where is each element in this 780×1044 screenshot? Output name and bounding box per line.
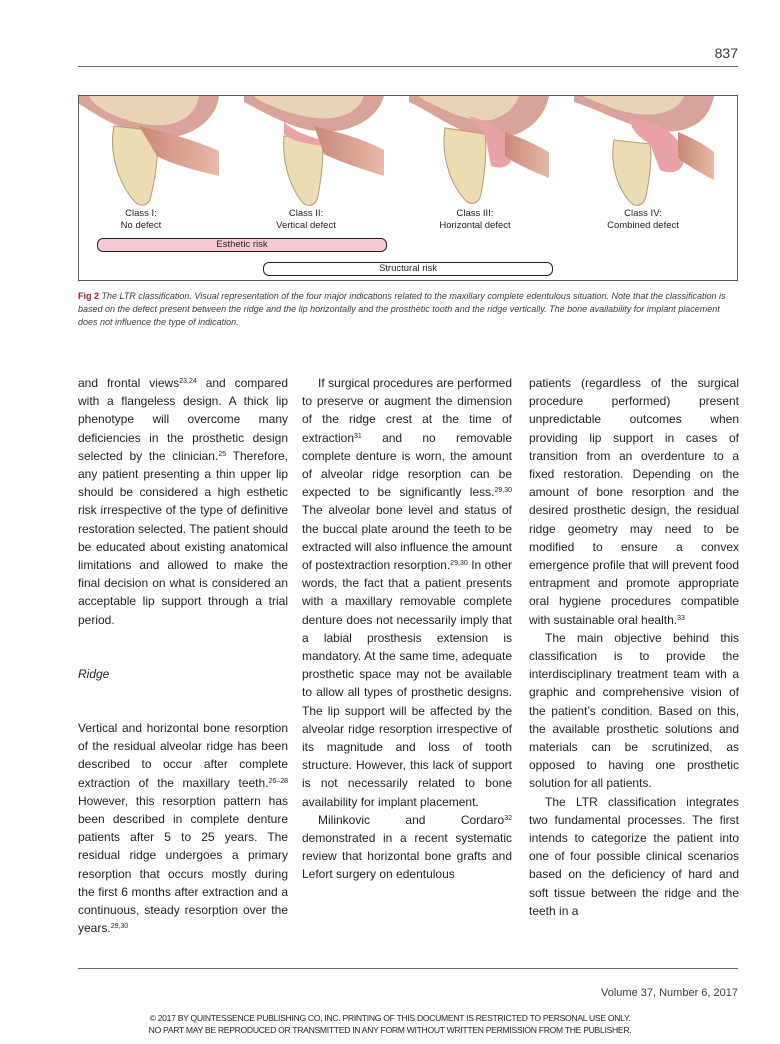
text-column-2 — [302, 374, 512, 884]
citation: 25 — [218, 450, 227, 458]
citation: 23,24 — [179, 378, 197, 385]
header-rule — [78, 66, 738, 67]
col2-paragraph-2 — [302, 811, 512, 884]
figure-caption-text: The LTR classification. Visual representation of the four major indications related to the maxillary complete edentulous situation. Note that the classification is based on the defect present between the ridge and the lip horizontally and the prosthetic tooth and the ridge vertically. The bone availability for implant placement does not influence the type of indication. — [78, 291, 726, 327]
class-2-name: Class II: — [288, 208, 324, 219]
col3-paragraph-1 — [529, 374, 739, 629]
text-run: Therefore, any patient presenting a thin upper lip should be considered a high esthetic risk irrespective of the type of definitive restoration selected. The patient should be educated about existing anatomical limitations and allowed to make the final decision on what is considered an acceptable lip support through a trial period. — [78, 448, 288, 627]
class-4-desc: Combined defect — [607, 220, 679, 231]
text-run: demonstrated in a recent systematic review that horizontal bone grafts and Lefort surgery on edentulous — [302, 831, 512, 882]
citation: 26–28 — [268, 777, 288, 785]
citation: 29,30 — [450, 560, 468, 568]
panel-class-1 — [79, 96, 219, 205]
class-1-name: Class I: — [125, 208, 157, 219]
text-run: In other words, the fact that a patient presents with a maxillary removable complete denture does not necessarily imply that a labial prosthesis extension is mandatory. At the same time, adequate prosthetic space may not be available to allow all types of prosthetic designs. The lip support will be affected by the alveolar ridge resorption irrespective of its magnitude and loss of tooth structure. However, this lack of support is not necessarily related to bone availability for implant placement. — [302, 558, 513, 809]
panel-class-2 — [244, 96, 384, 205]
structural-risk-bar: Structural risk — [263, 262, 553, 276]
citation: 29,30 — [494, 487, 512, 495]
citation: 31 — [354, 432, 362, 440]
col3-paragraph-3: The LTR classification integrates two fundamental processes. The first intends to categorize the patient into one of four possible clinical scenarios based on the deficiency of hard and soft tissue between the ridge and the teeth in a — [529, 794, 739, 918]
text-column-3 — [529, 374, 739, 920]
col1-paragraph-2 — [78, 719, 288, 937]
class-3-label — [395, 208, 555, 232]
copyright-notice — [0, 1012, 780, 1036]
class-2-desc: Vertical defect — [276, 220, 336, 231]
page-number: 837 — [714, 45, 738, 61]
class-1-desc: No defect — [120, 220, 162, 231]
text-run: and frontal views — [78, 376, 180, 390]
citation: 29,30 — [110, 923, 129, 931]
class-4-name: Class IV: — [624, 208, 662, 219]
citation: 33 — [677, 614, 685, 622]
panel-class-4 — [574, 96, 714, 205]
figure-caption-label: Fig 2 — [78, 291, 100, 301]
footer-rule — [78, 968, 738, 969]
panel-class-3 — [409, 96, 549, 203]
text-run: and compared with a flangeless design. A thick lip phenotype will overcome many deficiencies in the prosthetic design selected by the clinician. — [78, 376, 288, 463]
class-1-label — [78, 208, 221, 232]
text-run: patients (regardless of the surgical procedure performed) present unpredictable outcomes when providing lip support in cases of transition from an overdenture to a fixed restoration. Depending on the amount of bone resorption and the desired prosthetic design, the residual ridge geometry may need to be modified to ensure a convex emergence profile that will prevent food entrapment and promote appropriate oral hygiene procedures compatible with sustainable oral health. — [529, 376, 739, 627]
col1-paragraph-1 — [78, 374, 288, 629]
figure-illustration — [79, 96, 738, 281]
esthetic-risk-bar: Esthetic risk — [97, 238, 387, 252]
copyright-line-1: © 2017 BY QUINTESSENCE PUBLISHING CO, INC. PRINTING OF THIS DOCUMENT IS RESTRICTED TO PERSONAL USE ONLY. — [149, 1013, 631, 1023]
journal-issue: Volume 37, Number 6, 2017 — [601, 987, 738, 999]
text-run: The alveolar bone level and status of the buccal plate around the teeth to be extracted will also influence the amount of postextraction resorption. — [302, 503, 512, 573]
col2-paragraph-1 — [302, 374, 512, 811]
class-2-label — [226, 208, 386, 232]
text-run: Milinkovic and Cordaro — [318, 812, 505, 827]
class-3-name: Class III: — [456, 208, 494, 219]
text-run: However, this resorption pattern has been described in complete denture patients after 5 to 25 years. The residual ridge undergoes a primary resorption that occurs mostly during the first 6 months after extraction and a continuous, steady resorption over the years. — [78, 793, 288, 936]
text-column-1 — [78, 374, 288, 937]
class-3-desc: Horizontal defect — [439, 220, 511, 231]
citation: 32 — [504, 814, 512, 822]
col3-paragraph-2: The main objective behind this classification is to provide the interdisciplinary treatment team with a graphic and comprehensive vision of the patient’s condition. Based on this, the available prosthetic solutions and materials can be scrutinized, as opposed to having one prosthetic solution for all patients. — [529, 630, 739, 791]
section-heading-ridge: Ridge — [78, 666, 110, 681]
copyright-line-2: NO PART MAY BE REPRODUCED OR TRANSMITTED IN ANY FORM WITHOUT WRITTEN PERMISSION FROM THE PUBLISHER. — [148, 1025, 632, 1035]
class-4-label — [563, 208, 723, 232]
figure-ltr-classification — [78, 95, 738, 281]
text-run: Vertical and horizontal bone resorption of the residual alveolar ridge has been described to occur after complete extraction of the maxillary teeth. — [78, 721, 288, 790]
text-run: and no removable complete denture is worn, the amount of alveolar ridge resorption can be expected to be significantly less. — [302, 430, 512, 500]
figure-caption — [78, 290, 740, 329]
text-run: If surgical procedures are performed to preserve or augment the dimension of the ridge crest at the time of extraction — [302, 376, 512, 445]
